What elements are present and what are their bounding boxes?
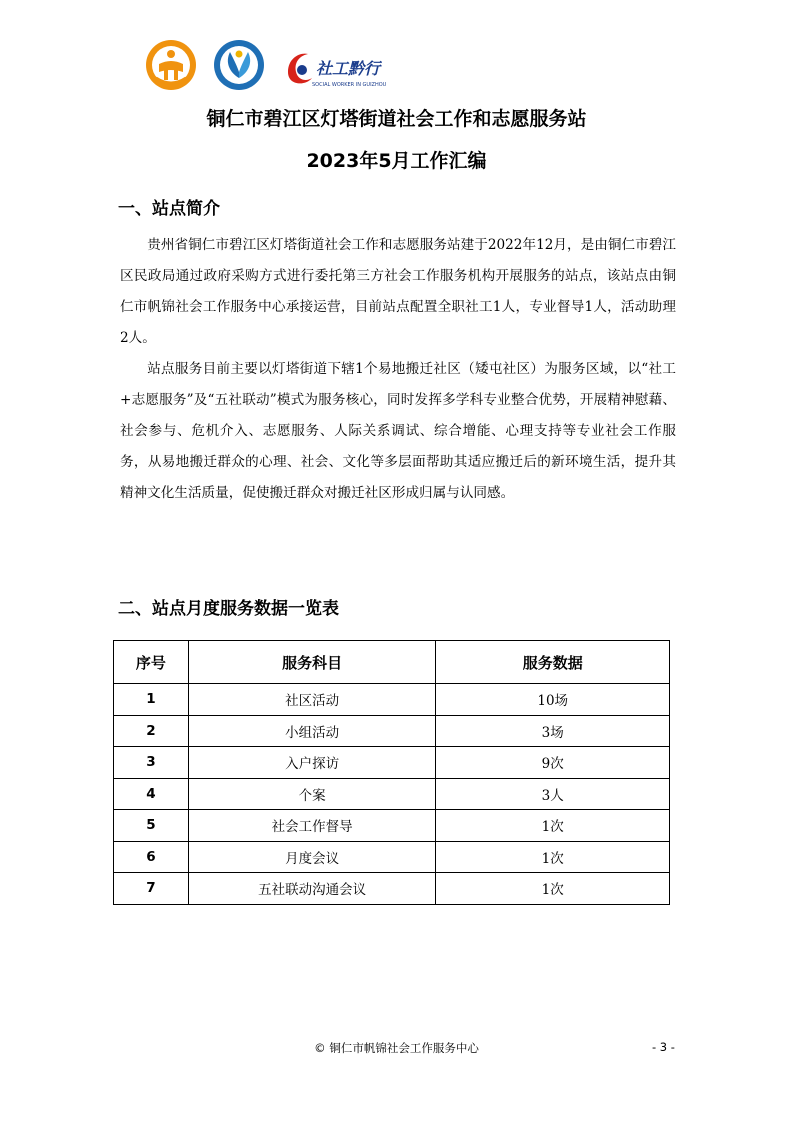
table-row: [114, 684, 670, 716]
column-header: 服务数据: [436, 641, 670, 684]
table-cell-value: 1次: [436, 873, 670, 905]
table-cell-subject: 入户探访: [188, 747, 436, 779]
table-cell-subject: 五社联动沟通会议: [188, 873, 436, 905]
table-cell-value: 10场: [436, 684, 670, 716]
table-cell-value: 3人: [436, 778, 670, 810]
table-row: [114, 747, 670, 779]
logo-brand-text: 社工黔行: [316, 59, 381, 78]
table-cell-index: 6: [114, 841, 189, 873]
social-worker-guizhou-logo-icon: [278, 46, 396, 90]
table-row: [114, 873, 670, 905]
table-cell-index: 5: [114, 810, 189, 842]
column-header: 序号: [114, 641, 189, 684]
logo-brand-subtext: SOCIAL WORKER IN GUIZHOU: [312, 82, 387, 88]
table-cell-index: 2: [114, 715, 189, 747]
table-cell-value: 1次: [436, 810, 670, 842]
table-row: [114, 810, 670, 842]
table-cell-value: 1次: [436, 841, 670, 873]
table-cell-index: 4: [114, 778, 189, 810]
logo-bar: [140, 36, 400, 96]
page-number: - 3 -: [652, 1040, 675, 1054]
table-cell-value: 9次: [436, 747, 670, 779]
table-cell-index: 1: [114, 684, 189, 716]
table-row: [114, 715, 670, 747]
table-header-row: [114, 641, 670, 684]
section-heading-intro: 一、站点简介: [118, 199, 220, 219]
table-cell-subject: 个案: [188, 778, 436, 810]
table-cell-subject: 社区活动: [188, 684, 436, 716]
orange-organization-logo-icon: [144, 38, 198, 92]
table-row: [114, 778, 670, 810]
table-cell-index: 3: [114, 747, 189, 779]
service-data-table: [113, 640, 670, 905]
intro-paragraph: 贵州省铜仁市碧江区灯塔街道社会工作和志愿服务站建于2022年12月，是由铜仁市碧江区民政局通过政府采购方式进行委托第三方社会工作服务机构开展服务的站点，该站点由铜仁市帆锦社会工作服务中心承接运营，目前站点配置全职社工1人，专业督导1人，活动助理2人。: [120, 237, 676, 346]
blue-social-work-logo-icon: [212, 38, 266, 92]
intro-paragraph: 站点服务目前主要以灯塔街道下辖1个易地搬迁社区（矮屯社区）为服务区域，以“社工+志愿服务”及“五社联动”模式为服务核心，同时发挥多学科专业整合优势，开展精神慰藉、社会参与、危机介入、志愿服务、人际关系调试、综合增能、心理支持等专业社会工作服务，从易地搬迁群众的心理、社会、文化等多层面帮助其适应搬迁后的新环境生活，提升其精神文化生活质量，促使搬迁群众对搬迁社区形成归属与认同感。: [120, 361, 676, 501]
table-row: [114, 841, 670, 873]
column-header: 服务科目: [188, 641, 436, 684]
table-cell-subject: 月度会议: [188, 841, 436, 873]
table-cell-subject: 社会工作督导: [188, 810, 436, 842]
table-cell-value: 3场: [436, 715, 670, 747]
table-cell-subject: 小组活动: [188, 715, 436, 747]
section-heading-data-table: 二、站点月度服务数据一览表: [118, 599, 339, 619]
footer-copyright: © 铜仁市帆锦社会工作服务中心: [314, 1041, 479, 1055]
document-title: 铜仁市碧江区灯塔街道社会工作和志愿服务站: [206, 108, 587, 130]
table-cell-index: 7: [114, 873, 189, 905]
document-subtitle: 2023年5月工作汇编: [306, 150, 487, 172]
